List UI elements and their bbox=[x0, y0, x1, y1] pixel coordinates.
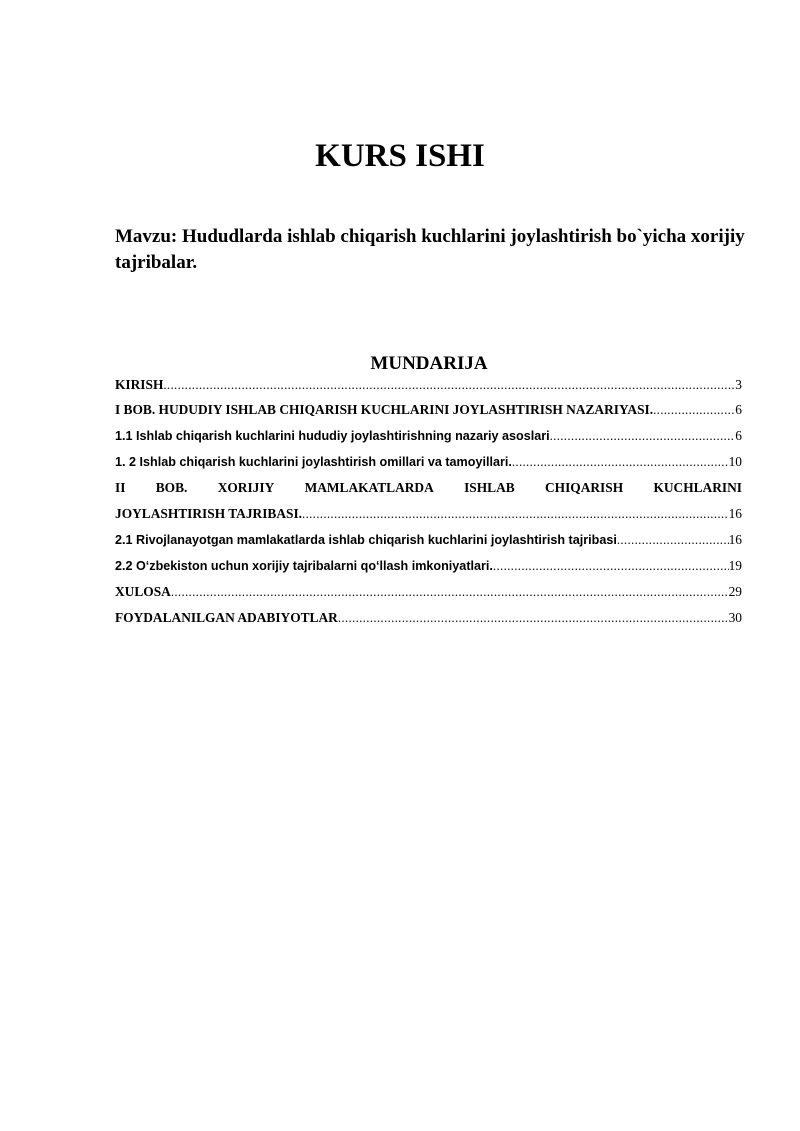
toc-word: MAMLAKATLARDA bbox=[304, 480, 434, 495]
toc-entry-label: XULOSA bbox=[115, 584, 171, 599]
toc-entry-section-1-2[interactable] bbox=[115, 449, 742, 475]
toc-entry-label: 2.2 O‘zbekiston uchun xorijiy tajribalarni qo‘llash imkoniyatlari. bbox=[115, 559, 493, 573]
toc-entry-label: 1. 2 Ishlab chiqarish kuchlarini joylashtirish omillari va tamoyillari. bbox=[115, 455, 512, 469]
toc-page-number: 16 bbox=[728, 506, 742, 521]
toc-word: II bbox=[115, 480, 126, 495]
toc-leader-dots bbox=[617, 527, 729, 553]
toc-leader-dots bbox=[163, 373, 735, 397]
toc-entry-section-2-2[interactable] bbox=[115, 553, 742, 579]
toc-entry-section-1-1[interactable] bbox=[115, 423, 742, 449]
toc-page-number: 16 bbox=[728, 532, 742, 547]
toc-entry-label: FOYDALANILGAN ADABIYOTLAR bbox=[115, 610, 338, 625]
toc-leader-dots bbox=[512, 449, 729, 475]
toc-entry-bob-2-line-2[interactable] bbox=[115, 501, 742, 527]
document-title: KURS ISHI bbox=[315, 138, 485, 174]
toc-word: KUCHLARINI bbox=[653, 480, 742, 495]
toc-page-number: 3 bbox=[735, 377, 742, 392]
toc-entry-bob-1[interactable] bbox=[115, 397, 742, 423]
toc-word: ISHLAB bbox=[464, 480, 515, 495]
toc-entry-xulosa[interactable] bbox=[115, 579, 742, 605]
toc-leader-dots bbox=[171, 579, 729, 605]
toc-leader-dots bbox=[338, 605, 729, 631]
toc-entry-label: KIRISH bbox=[115, 377, 164, 392]
toc-entry-label: I BOB. HUDUDIY ISHLAB CHIQARISH KUCHLARINI JOYLASHTIRISH NAZARIYASI. bbox=[115, 402, 654, 417]
toc-entry-kirish[interactable] bbox=[115, 373, 742, 397]
toc-leader-dots bbox=[302, 501, 729, 527]
topic-text: Mavzu: Hududlarda ishlab chiqarish kuchlarini joylashtirish bo`yicha xorijiy tajribalar. bbox=[115, 226, 745, 273]
toc-word: XORIJIY bbox=[217, 480, 275, 495]
toc-entry-bob-2-line-1[interactable] bbox=[115, 475, 742, 501]
toc-page-number: 6 bbox=[735, 402, 742, 417]
toc-entry-adabiyotlar[interactable] bbox=[115, 605, 742, 631]
toc-leader-dots bbox=[493, 553, 729, 579]
toc-entry-label: 1.1 Ishlab chiqarish kuchlarini hududiy joylashtirishning nazariy asoslari bbox=[115, 429, 550, 443]
toc-leader-dots bbox=[550, 423, 736, 449]
toc-leader-dots bbox=[653, 397, 735, 423]
toc-word: CHIQARISH bbox=[544, 480, 624, 495]
toc-page-number: 30 bbox=[728, 610, 742, 625]
toc-word: BOB. bbox=[155, 480, 188, 495]
toc-page-number: 29 bbox=[728, 584, 742, 599]
toc-page-number: 19 bbox=[728, 558, 742, 573]
toc-entry-label: JOYLASHTIRISH TAJRIBASI. bbox=[115, 506, 303, 521]
toc-page-number: 10 bbox=[728, 454, 742, 469]
toc-heading: MUNDARIJA bbox=[370, 353, 488, 374]
toc-entry-label: 2.1 Rivojlanayotgan mamlakatlarda ishlab chiqarish kuchlarini joylashtirish tajribasi bbox=[115, 533, 617, 547]
table-of-contents bbox=[115, 373, 742, 631]
toc-page-number: 6 bbox=[735, 428, 742, 443]
toc-entry-section-2-1[interactable] bbox=[115, 527, 742, 553]
